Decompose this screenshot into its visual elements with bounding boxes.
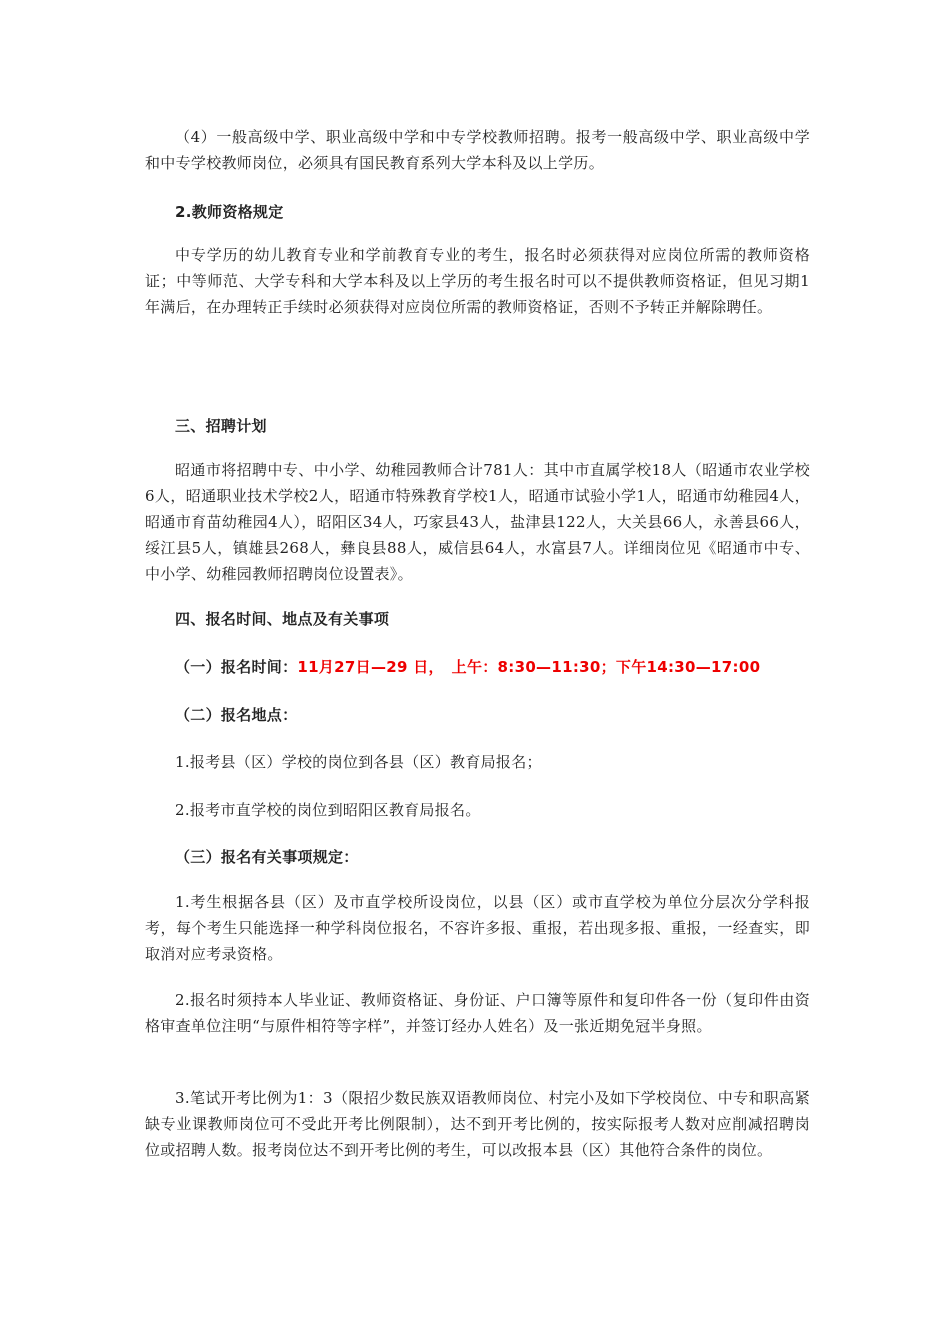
paragraph-qualification-rules: 中专学历的幼儿教育专业和学前教育专业的考生，报名时必须获得对应岗位所需的教师资格证；中等师范、大学专科和大学本科及以上学历的考生报名时可以不提供教师资格证，但见习期1年满后，在办理转正手续时必须获得对应岗位所需的教师资格证，否则不予转正并解除聘任。 bbox=[145, 246, 810, 316]
registration-time-line bbox=[175, 654, 815, 680]
rule-item-2: 2.报名时须持本人毕业证、教师资格证、身份证、户口簿等原件和复印件各一份（复印件由资格审查单位注明“与原件相符等字样”，并签订经办人姓名）及一张近期免冠半身照。 bbox=[145, 991, 810, 1035]
paragraph-high-school-requirement: （4）一般高级中学、职业高级中学和中专学校教师招聘。报考一般高级中学、职业高级中学和中专学校教师岗位，必须具有国民教育系列大学本科及以上学历。 bbox=[145, 128, 810, 172]
heading-registration-location: （二）报名地点： bbox=[175, 706, 298, 724]
registration-time-value: 11月27日—29 日， 上午：8:30—11:30；下午14:30—17:00 bbox=[297, 658, 761, 676]
heading-teacher-qualification: 2.教师资格规定 bbox=[175, 203, 284, 221]
rule-item-1: 1.考生根据各县（区）及市直学校所设岗位，以县（区）或市直学校为单位分层次分学科报考，每个考生只能选择一种学科岗位报名，不容许多报、重报，若出现多报、重报，一经查实，即取消对应考录资格。 bbox=[145, 893, 810, 963]
rule-item-3: 3.笔试开考比例为1：3（限招少数民族双语教师岗位、村完小及如下学校岗位、中专和职高紧缺专业课教师岗位可不受此开考比例限制），达不到开考比例的，按实际报考人数对应削减招聘岗位或招聘人数。报考岗位达不到开考比例的考生，可以改报本县（区）其他符合条件的岗位。 bbox=[145, 1089, 810, 1159]
location-item-city: 2.报考市直学校的岗位到昭阳区教育局报名。 bbox=[175, 801, 481, 819]
paragraph-recruitment-numbers: 昭通市将招聘中专、中小学、幼稚园教师合计781人：其中市直属学校18人（昭通市农业学校6人，昭通职业技术学校2人，昭通市特殊教育学校1人，昭通市试验小学1人，昭通市幼稚园4人，昭通市育苗幼稚园4人），昭阳区34人，巧家县43人，盐津县122人，大关县66人，永善县66人，绥江县5人，镇雄县268人，彝良县88人，威信县64人，水富县7人。详细岗位见《昭通市中专、中小学、幼稚园教师招聘岗位设置表》。 bbox=[145, 461, 810, 583]
heading-registration: 四、报名时间、地点及有关事项 bbox=[175, 610, 390, 628]
location-item-county: 1.报考县（区）学校的岗位到各县（区）教育局报名； bbox=[175, 753, 542, 771]
heading-registration-rules: （三）报名有关事项规定： bbox=[175, 848, 359, 866]
registration-time-label: （一）报名时间： bbox=[175, 658, 298, 676]
heading-recruitment-plan: 三、招聘计划 bbox=[175, 417, 267, 435]
